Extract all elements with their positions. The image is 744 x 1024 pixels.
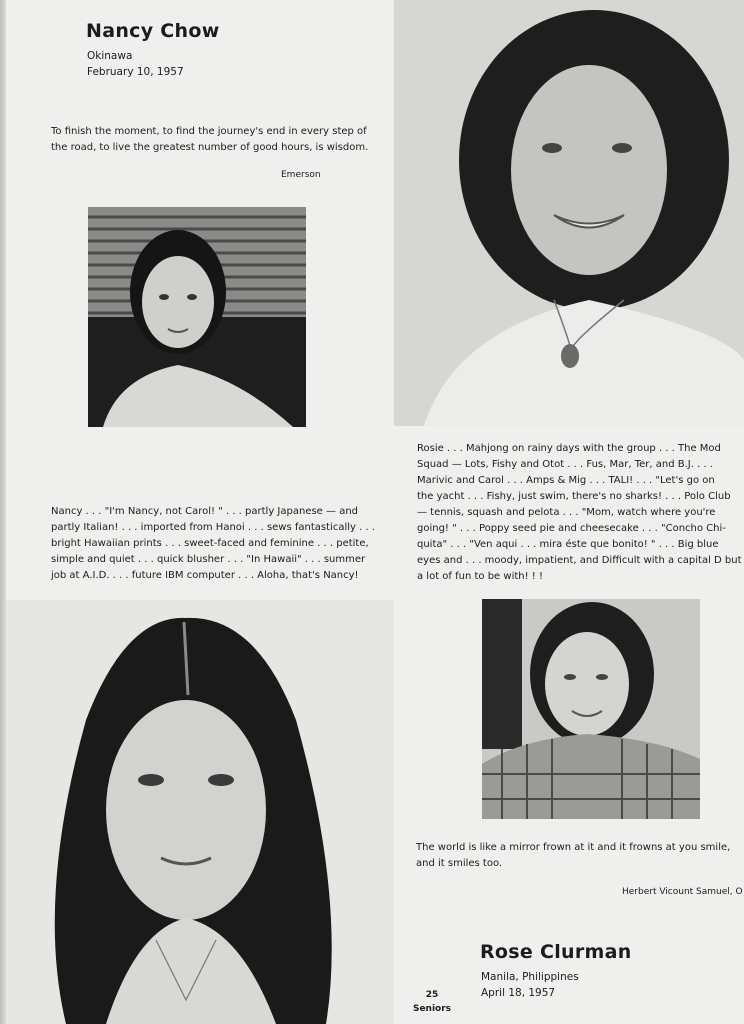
section-label: Seniors: [412, 1004, 452, 1014]
nancy-quote: [51, 124, 381, 156]
rose-birthplace: Manila, Philippines: [481, 971, 579, 983]
nancy-small-photo: [88, 207, 306, 427]
nancy-quote-author: Emerson: [281, 170, 321, 180]
rose-bio-line: a lot of fun to be with! ! !: [417, 571, 543, 582]
nancy-birthdate: February 10, 1957: [87, 66, 184, 78]
rose-bio-line: — tennis, squash and pelota . . . "Mom, watch where you're: [417, 507, 716, 518]
nancy-large-photo: [6, 600, 394, 1024]
nancy-bio-line: job at A.I.D. . . . future IBM computer . . . Aloha, that's Nancy!: [51, 570, 359, 581]
nancy-bio-line: partly Italian! . . . imported from Hanoi . . . sews fantastically . . .: [51, 522, 375, 533]
nancy-birthplace: Okinawa: [87, 50, 133, 62]
rose-bio-line: going! " . . . Poppy seed pie and cheesecake . . . "Concho Chi-: [417, 523, 726, 534]
nancy-name: Nancy Chow: [86, 20, 220, 42]
rose-birthdate: April 18, 1957: [481, 987, 556, 999]
nancy-quote-line: the road, to live the greatest number of good hours, is wisdom.: [51, 142, 369, 153]
rose-small-photo: [482, 599, 700, 819]
rose-bio-line: Marivic and Carol . . . Amps & Mig . . . TALI! . . . "Let's go on: [417, 475, 715, 486]
rose-quote-author: Herbert Vicount Samuel, O: [622, 887, 743, 897]
nancy-quote-line: To finish the moment, to find the journey's end in every step of: [51, 126, 367, 137]
rose-name: Rose Clurman: [480, 941, 632, 963]
rose-bio-line: Rosie . . . Mahjong on rainy days with the group . . . The Mod: [417, 443, 721, 454]
rose-bio-line: the yacht . . . Fishy, just swim, there's no sharks! . . . Polo Club: [417, 491, 731, 502]
nancy-bio-line: bright Hawaiian prints . . . sweet-faced and feminine . . . petite,: [51, 538, 369, 549]
rose-bio-line: eyes and . . . moody, impatient, and Difficult with a capital D but: [417, 555, 742, 566]
nancy-bio-line: Nancy . . . "I'm Nancy, not Carol! " . . . partly Japanese — and: [51, 506, 359, 517]
rose-quote: [416, 840, 742, 872]
rose-bio: [417, 441, 742, 585]
rose-large-photo: [394, 0, 744, 426]
rose-bio-line: quita" . . . "Ven aqui . . . mira éste que bonito! " . . . Big blue: [417, 539, 719, 550]
nancy-bio-line: simple and quiet . . . quick blusher . . . "In Hawaii" . . . summer: [51, 554, 366, 565]
page-number: 25: [425, 990, 439, 1000]
rose-quote-line: and it smiles too.: [416, 858, 503, 869]
nancy-bio: [51, 504, 381, 584]
rose-bio-line: Squad — Lots, Fishy and Otot . . . Fus, Mar, Ter, and B.J. . . .: [417, 459, 713, 470]
rose-quote-line: The world is like a mirror frown at it and it frowns at you smile,: [416, 842, 731, 853]
